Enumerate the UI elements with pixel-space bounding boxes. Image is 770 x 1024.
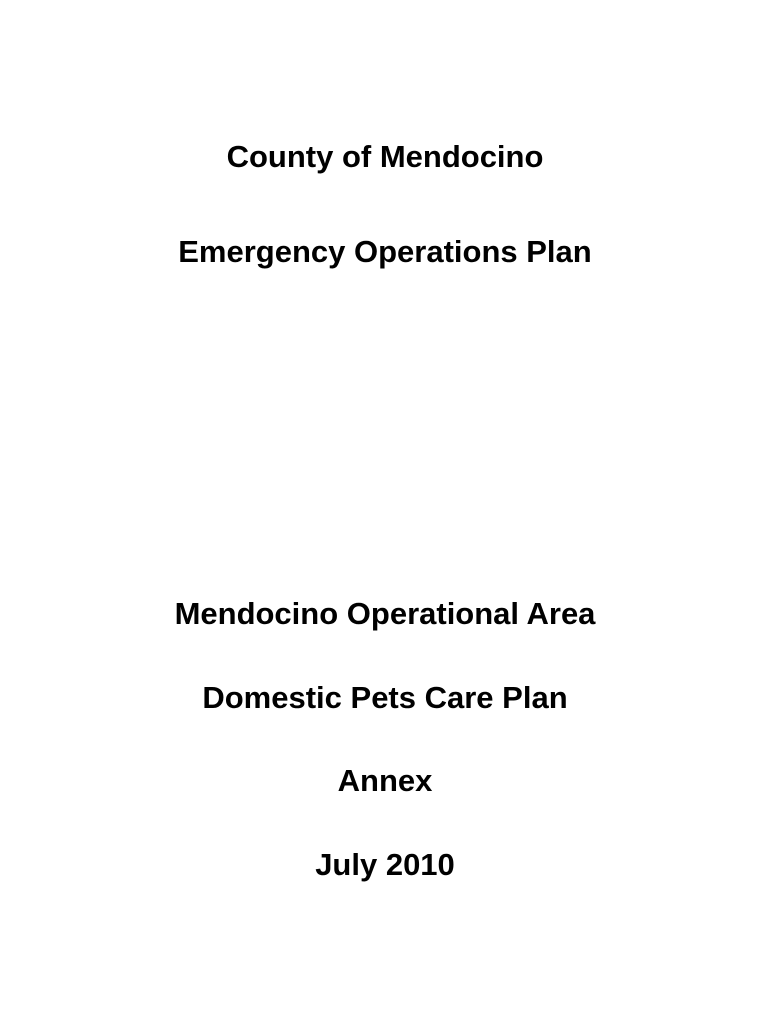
operational-area-title: Mendocino Operational Area [174,596,596,631]
document-date: July 2010 [315,847,455,882]
annex-plan-title: Domestic Pets Care Plan [202,680,568,715]
county-title: County of Mendocino [226,139,544,174]
annex-label: Annex [337,763,433,798]
plan-title: Emergency Operations Plan [178,234,592,269]
